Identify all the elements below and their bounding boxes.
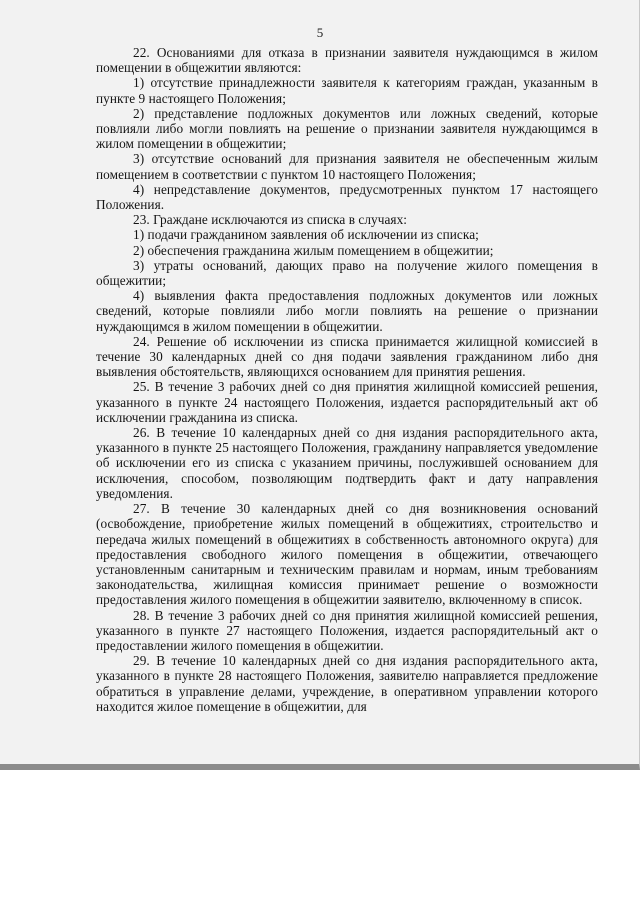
paragraph-28: 28. В течение 3 рабочих дней со дня принятия жилищной комиссией решения, указанного в пункте 27 настоящего Положения, издается распорядительный акт о предоставлении жилого помещения в общежитии. xyxy=(96,607,598,653)
paragraph-22-item-1: 1) отсутствие принадлежности заявителя к категориям граждан, указанным в пункте 9 настоящего Положения; xyxy=(96,75,598,106)
paragraph-29: 29. В течение 10 календарных дней со дня издания распорядительного акта, указанного в пункте 28 настоящего Положения, заявителю направляется предложение обратиться в управление делами, учреждение, в оперативном управлении которого находится жилое помещение в общежитии, для xyxy=(96,653,598,714)
paragraph-22-item-3: 3) отсутствие оснований для признания заявителя не обеспеченным жилым помещением в соответствии с пунктом 10 настоящего Положения; xyxy=(96,151,598,182)
paragraph-23-item-3: 3) утраты оснований, дающих право на получение жилого помещения в общежитии; xyxy=(96,257,598,289)
blank-area xyxy=(0,770,640,905)
document-body xyxy=(96,45,598,714)
paragraph-22-item-2: 2) представление подложных документов или ложных сведений, которые повлияли либо могли повлиять на решение о признании заявителя нуждающимся в жилом помещении в общежитии; xyxy=(96,105,598,152)
paragraph-23-item-4: 4) выявления факта предоставления подложных документов или ложных сведений, которые повлияли либо могли повлиять на решение о признании нуждающимся в жилом помещении в общежитии. xyxy=(96,288,598,334)
page-number: 5 xyxy=(316,25,324,40)
paragraph-23-item-1: 1) подачи гражданином заявления об исключении из списка; xyxy=(133,227,479,243)
paragraph-22-item-4: 4) непредставление документов, предусмотренных пунктом 17 настоящего Положения. xyxy=(96,181,598,213)
paragraph-25: 25. В течение 3 рабочих дней со дня принятия жилищной комиссией решения, указанного в пункте 24 настоящего Положения, издается распорядительный акт об исключении гражданина из списка. xyxy=(96,379,598,425)
paragraph-24: 24. Решение об исключении из списка принимается жилищной комиссией в течение 30 календарных дней со дня подачи заявления гражданином либо дня выявления обстоятельств, являющихся основанием для принятия решения. xyxy=(96,333,598,380)
paragraph-26: 26. В течение 10 календарных дней со дня издания распорядительного акта, указанного в пункте 25 настоящего Положения, гражданину направляется уведомление об исключении его из списка с указанием причины, послужившей основанием для исключения, способом, позволяющим подтвердить факт и дату направления уведомления. xyxy=(96,425,598,501)
paragraph-22: 22. Основаниями для отказа в признании заявителя нуждающимся в жилом помещении в общежитии являются: xyxy=(96,45,598,76)
paragraph-23-item-2: 2) обеспечения гражданина жилым помещением в общежитии; xyxy=(133,242,494,258)
paragraph-23: 23. Граждане исключаются из списка в случаях: xyxy=(133,212,408,228)
paragraph-27: 27. В течение 30 календарных дней со дня возникновения оснований (освобождение, приобретение жилых помещений в общежитиях, строительство и передача жилых помещений в общежитиях в собственность автономного округа) для предоставления свободного жилого помещения в общежитии, отвечающего установленным санитарным и техническим правилам и нормам, иным требованиям законодательства, жилищная комиссия принимает решение о возможности предоставления жилого помещения в общежитии заявителю, включенному в список. xyxy=(96,501,598,608)
